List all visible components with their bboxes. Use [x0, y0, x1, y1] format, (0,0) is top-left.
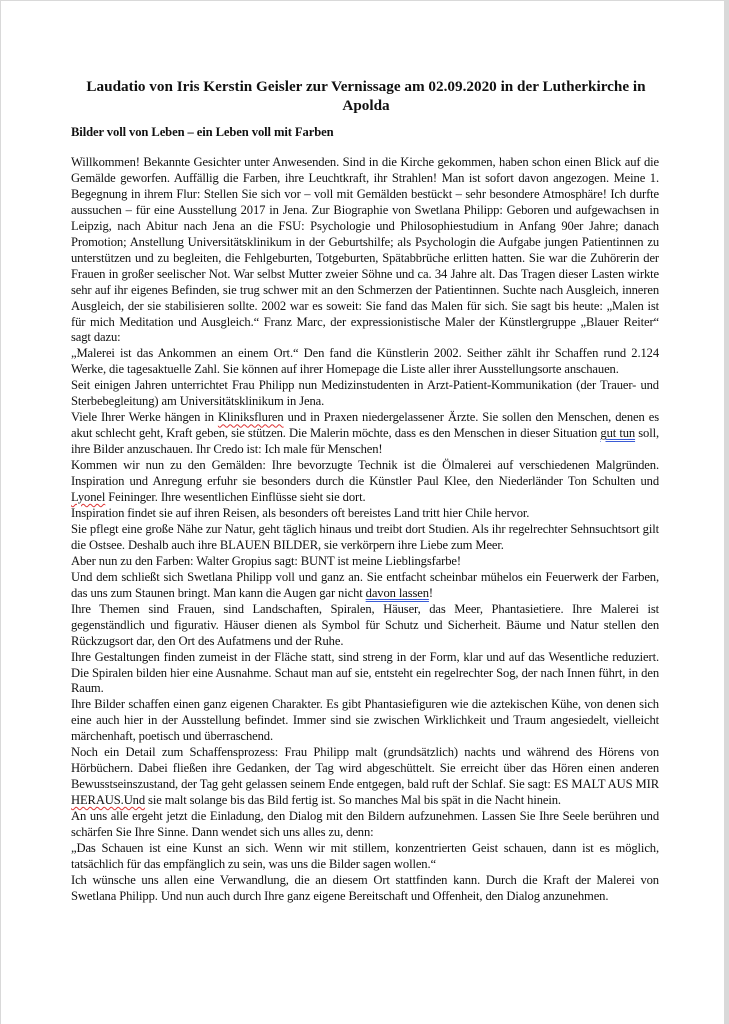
paragraph-closing: Ich wünsche uns allen eine Verwandlung, die an diesem Ort stattfinden kann. Durch die Kraft der Malerei von Swetlana Philipp. Und nun auch durch Ihre ganz eigene Bereitschaft und Offenheit, den Dialog anzunehmen.	[71, 872, 659, 903]
paragraph-teaching: Seit einigen Jahren unterrichtet Frau Philipp nun Medizinstudenten in Arzt-Patient-Kommunikation (der Trauer- und Sterbebegleitung) am Universitätsklinikum in Jena.	[71, 378, 659, 409]
paragraph-nature: Sie pflegt eine große Nähe zur Natur, geht täglich hinaus und treibt dort Studien. Als ihr regelrechter Sehnsuchtsort gilt die Ostsee. Deshalb auch ihre BLAUEN BILDER, sie verkörpern ihre Liebe zum Meer.	[71, 521, 659, 552]
spelling-error-mark[interactable]: Lyonel	[71, 490, 106, 505]
paragraph-works-in-clinics	[71, 410, 659, 458]
grammar-error-mark[interactable]: gut tun	[600, 426, 636, 441]
paragraph-technique	[71, 458, 659, 506]
paragraph-character: Ihre Bilder schaffen einen ganz eigenen Charakter. Es gibt Phantasiefiguren wie die aztekischen Kühe, von denen sich eine auch hier in der Ausstellung befindet. Immer sind sie zwischen Wirklichkeit und Traum angesiedelt, vielleicht märchenhaft, poetisch und überraschend.	[71, 697, 659, 744]
text-run: Und dem schließt sich Swetlana Philipp voll und ganz an. Sie entfacht scheinbar mühelos ein Feuerwerk der Farben, das uns zum Staunen bringt. Man kann die Augen gar nicht	[71, 569, 659, 600]
paragraph-fireworks	[71, 570, 659, 602]
document-body	[71, 155, 659, 905]
paragraph-travel: Inspiration findet sie auf ihren Reisen, als besonders oft bereistes Land tritt hier Chile hervor.	[71, 505, 530, 520]
paragraph-colors: Aber nun zu den Farben: Walter Gropius sagt: BUNT ist meine Lieblingsfarbe!	[71, 553, 461, 568]
text-run: Noch ein Detail zum Schaffensprozess: Frau Philipp malt (grundsätzlich) nachts und während des Hörens von Hörbüchern. Dabei fließen ihre Gedanken, der Tag wird abgeschüttelt. Sie erreicht über das Hören einen anderen Bewusstseinszustand, der Tag geht gelassen seinem Ende entgegen, bald ruft der Schlaf. Sie sagt: ES MALT AUS MIR	[71, 745, 659, 792]
text-run: und in Praxen niedergelassener Ärzte. Sie sollen den Menschen, denen es akut schlecht geht, Kraft geben, sie stützen. Die Malerin möchte, dass es den Menschen in dieser Situation	[71, 410, 659, 441]
text-run: Viele Ihrer Werke hängen in	[71, 410, 218, 425]
paragraph-themes: Ihre Themen sind Frauen, sind Landschaften, Spiralen, Häuser, das Meer, Phantasietiere. Ihre Malerei ist gegenständlich und figurativ. Häuser dienen als Symbol für Schutz und Sicherheit. Bäume und Natur stellen den Rückzugsort dar, den Ort des Aufatmens und der Ruhe.	[71, 601, 659, 648]
paragraph-quote-schauen: „Das Schauen ist eine Kunst an sich. Wenn wir mit stillem, konzentrierten Geist schauen, dann ist es möglich, tatsächlich für das empfänglich zu sein, was uns die Bilder sagen wollen.“	[71, 840, 659, 871]
paragraph-invitation: An uns alle ergeht jetzt die Einladung, den Dialog mit den Bildern aufzunehmen. Lassen Sie Ihre Seele berühren und schärfen Sie Ihre Sinne. Dann wendet sich uns alles zu, denn:	[71, 809, 659, 840]
spelling-error-mark[interactable]: HERAUS.Und	[71, 793, 146, 808]
spelling-error-mark[interactable]: Kliniksfluren	[217, 410, 284, 425]
paragraph-quote-malerei: „Malerei ist das Ankommen an einem Ort.“ Den fand die Künstlerin 2002. Seither zählt ihr Schaffen rund 2.124 Werke, die tagesaktuelle Zahl. Sie können auf ihrer Homepage die Liste aller ihrer Ausstellungsorte anschauen.	[71, 346, 659, 377]
paragraph-intro: Willkommen! Bekannte Gesichter unter Anwesenden. Sind in die Kirche gekommen, haben schon einen Blick auf die Gemälde geworfen. Auffällig die Farben, ihre Leuchtkraft, ihr Strahlen! Man ist sofort davon angezogen. Meine 1. Begegnung in ihrem Flur: Stellen Sie sich vor – voll mit Gemälden bestückt – sehr besondere Atmosphäre! Ich durfte aussuchen – für eine Ausstellung 2017 in Jena. Zur Biographie von Swetlana Philipp: Geboren und aufgewachsen in Leipzig, nach Abitur nach Jena an die FSU: Psychologie und Philosophiestudium in Anfang 90er Jahre; danach Promotion; Anstellung Universitätsklinikum in der Geburtshilfe; als Psychologin die Aufgabe jungen Patientinnen zu unterstützen und zu begleiten, die Fehlgeburten, Totgeburten, Spätabbrüche erlitten hatten. Sie war die Zuhörerin der Frauen in großer seelischer Not. War selbst Mutter zweier Söhne und ca. 34 Jahre alt. Das Tragen dieser Lasten wirkte sehr auf ihr eigenes Befinden, sie trug schwer mit an den Schmerzen der Patientinnen. Suchte nach Ausgleich, inneren Ausgleich, der sie stabilisieren sollte. 2002 war es soweit: Sie fand das Malen für sich. Sie sagt bis heute: „Malen ist für mich Meditation und Ausgleich.“ Franz Marc, der expressionistische Maler der Künstlergruppe „Blauer Reiter“ sagt dazu:	[71, 155, 659, 345]
text-run: sie malt solange bis das Bild fertig ist. So manches Mal bis spät in die Nacht hinein.	[145, 793, 561, 808]
text-run: !	[428, 585, 433, 600]
text-run: Kommen wir nun zu den Gemälden: Ihre bevorzugte Technik ist die Ölmalerei auf verschiedenen Malgründen. Inspiration und Anregung erfuhr sie besonders durch die Künstler Paul Klee, den Niederländer Ton Schulten und	[71, 458, 659, 489]
text-run: soll, ihre Bilder anzuschauen. Ihr Credo ist: Ich male für Menschen!	[71, 426, 659, 457]
document-subtitle: Bilder voll von Leben – ein Leben voll mit Farben	[71, 125, 334, 139]
grammar-error-mark[interactable]: davon lassen	[365, 585, 429, 600]
document-page	[1, 1, 724, 1024]
document-title: Laudatio von Iris Kerstin Geisler zur Vernissage am 02.09.2020 in der Lutherkirche in Apolda	[86, 78, 646, 114]
paragraph-composition: Ihre Gestaltungen finden zumeist in der Fläche statt, sind streng in der Form, klar und auf das Wesentliche reduziert. Die Spiralen bilden hier eine Ausnahme. Schaut man auf sie, entsteht ein regelrechter Sog, der nach Innen führt, in den Raum.	[71, 649, 659, 696]
paragraph-process	[71, 745, 659, 809]
text-run: Feininger. Ihre wesentlichen Einflüsse sieht sie dort.	[105, 490, 366, 505]
